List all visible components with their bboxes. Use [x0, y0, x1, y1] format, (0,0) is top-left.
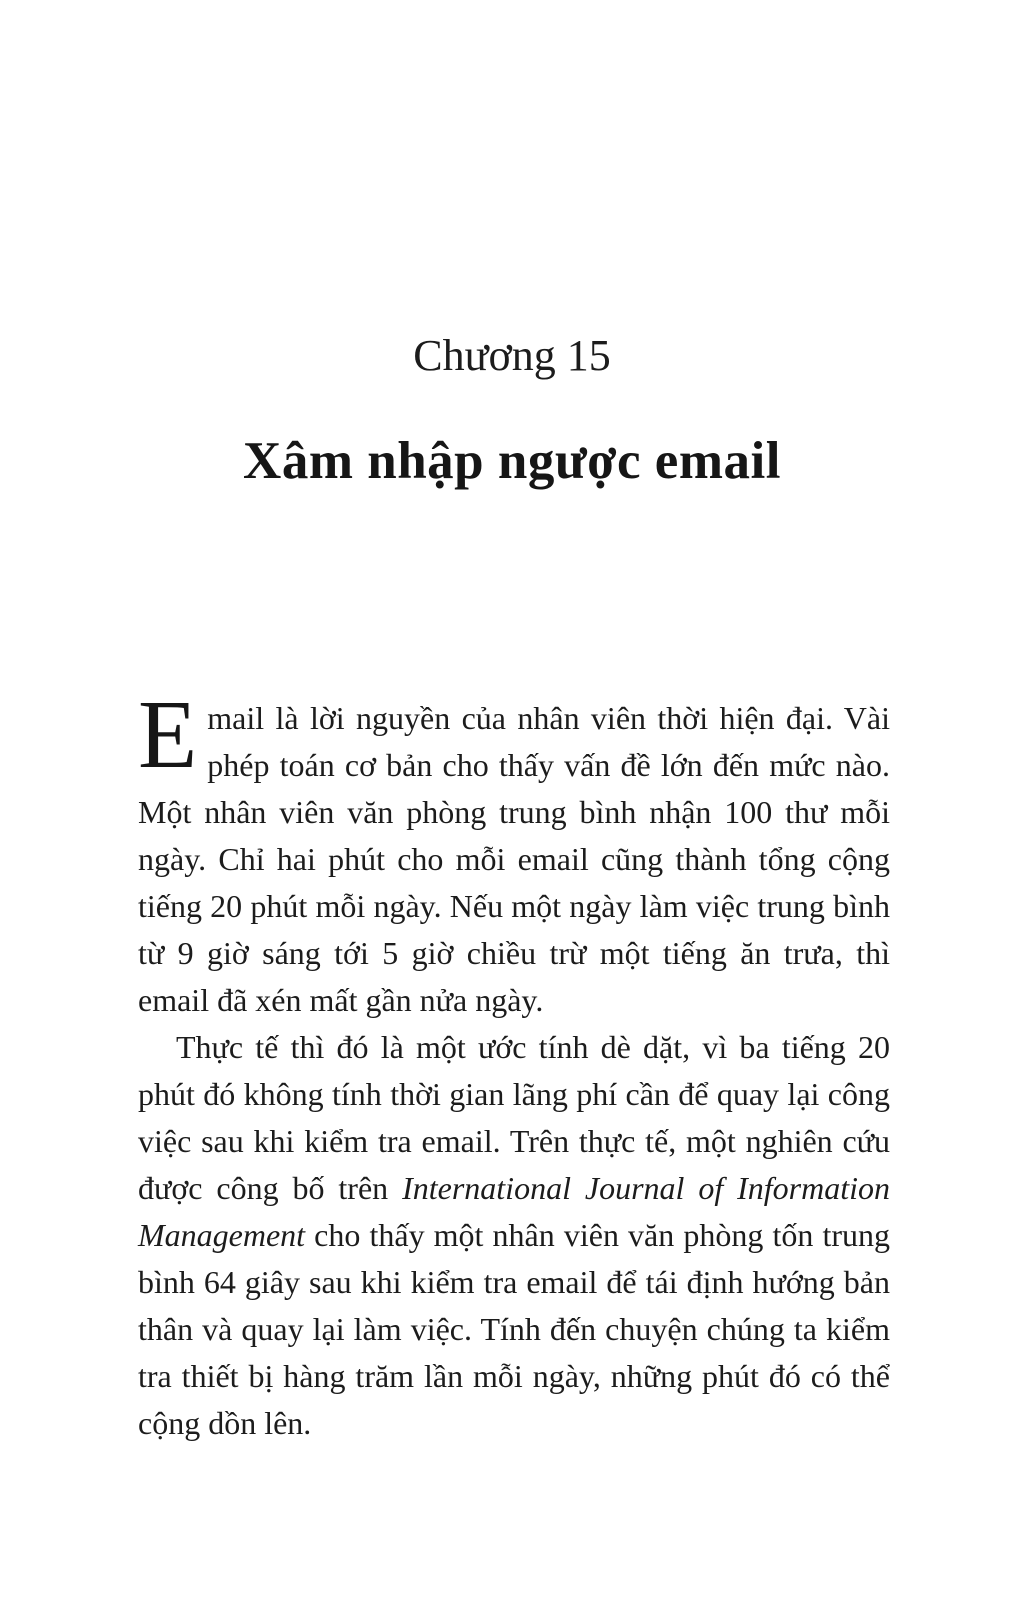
drop-cap: E: [138, 681, 198, 788]
journal-name-italic: International Journal of Information Management: [138, 1170, 891, 1253]
paragraph-2-text-lead: Thực tế thì đó là một ước tính dè dặt, vì ba tiếng 20 phút đó không tính thời gian lãng phí cần để quay lại công việc sau khi kiểm tra email. Trên thực tế, một nghiên cứu được công bố trên: [138, 1029, 890, 1206]
paragraph-2: [138, 1024, 890, 1447]
paragraph-1: [138, 681, 890, 1024]
chapter-label: Chương 15: [413, 331, 611, 380]
paragraph-1-text: mail là lời nguyền của nhân viên thời hiện đại. Vài phép toán cơ bản cho thấy vấn đề lớn đến mức nào. Một nhân viên văn phòng trung bình nhận 100 thư mỗi ngày. Chỉ hai phút cho mỗi email cũng thành tổng cộng tiếng 20 phút mỗi ngày. Nếu một ngày làm việc trung bình từ 9 giờ sáng tới 5 giờ chiều trừ một tiếng ăn trưa, thì email đã xén mất gần nửa ngày.: [138, 700, 890, 1018]
body-text: [138, 681, 891, 1447]
paragraph-2-text-tail: cho thấy một nhân viên văn phòng tốn trung bình 64 giây sau khi kiểm tra email để tái định hướng bản thân và quay lại làm việc. Tính đến chuyện chúng ta kiểm tra thiết bị hàng trăm lần mỗi ngày, những phút đó có thể cộng dồn lên.: [138, 1217, 890, 1441]
page-title: Xâm nhập ngược email: [243, 432, 781, 491]
